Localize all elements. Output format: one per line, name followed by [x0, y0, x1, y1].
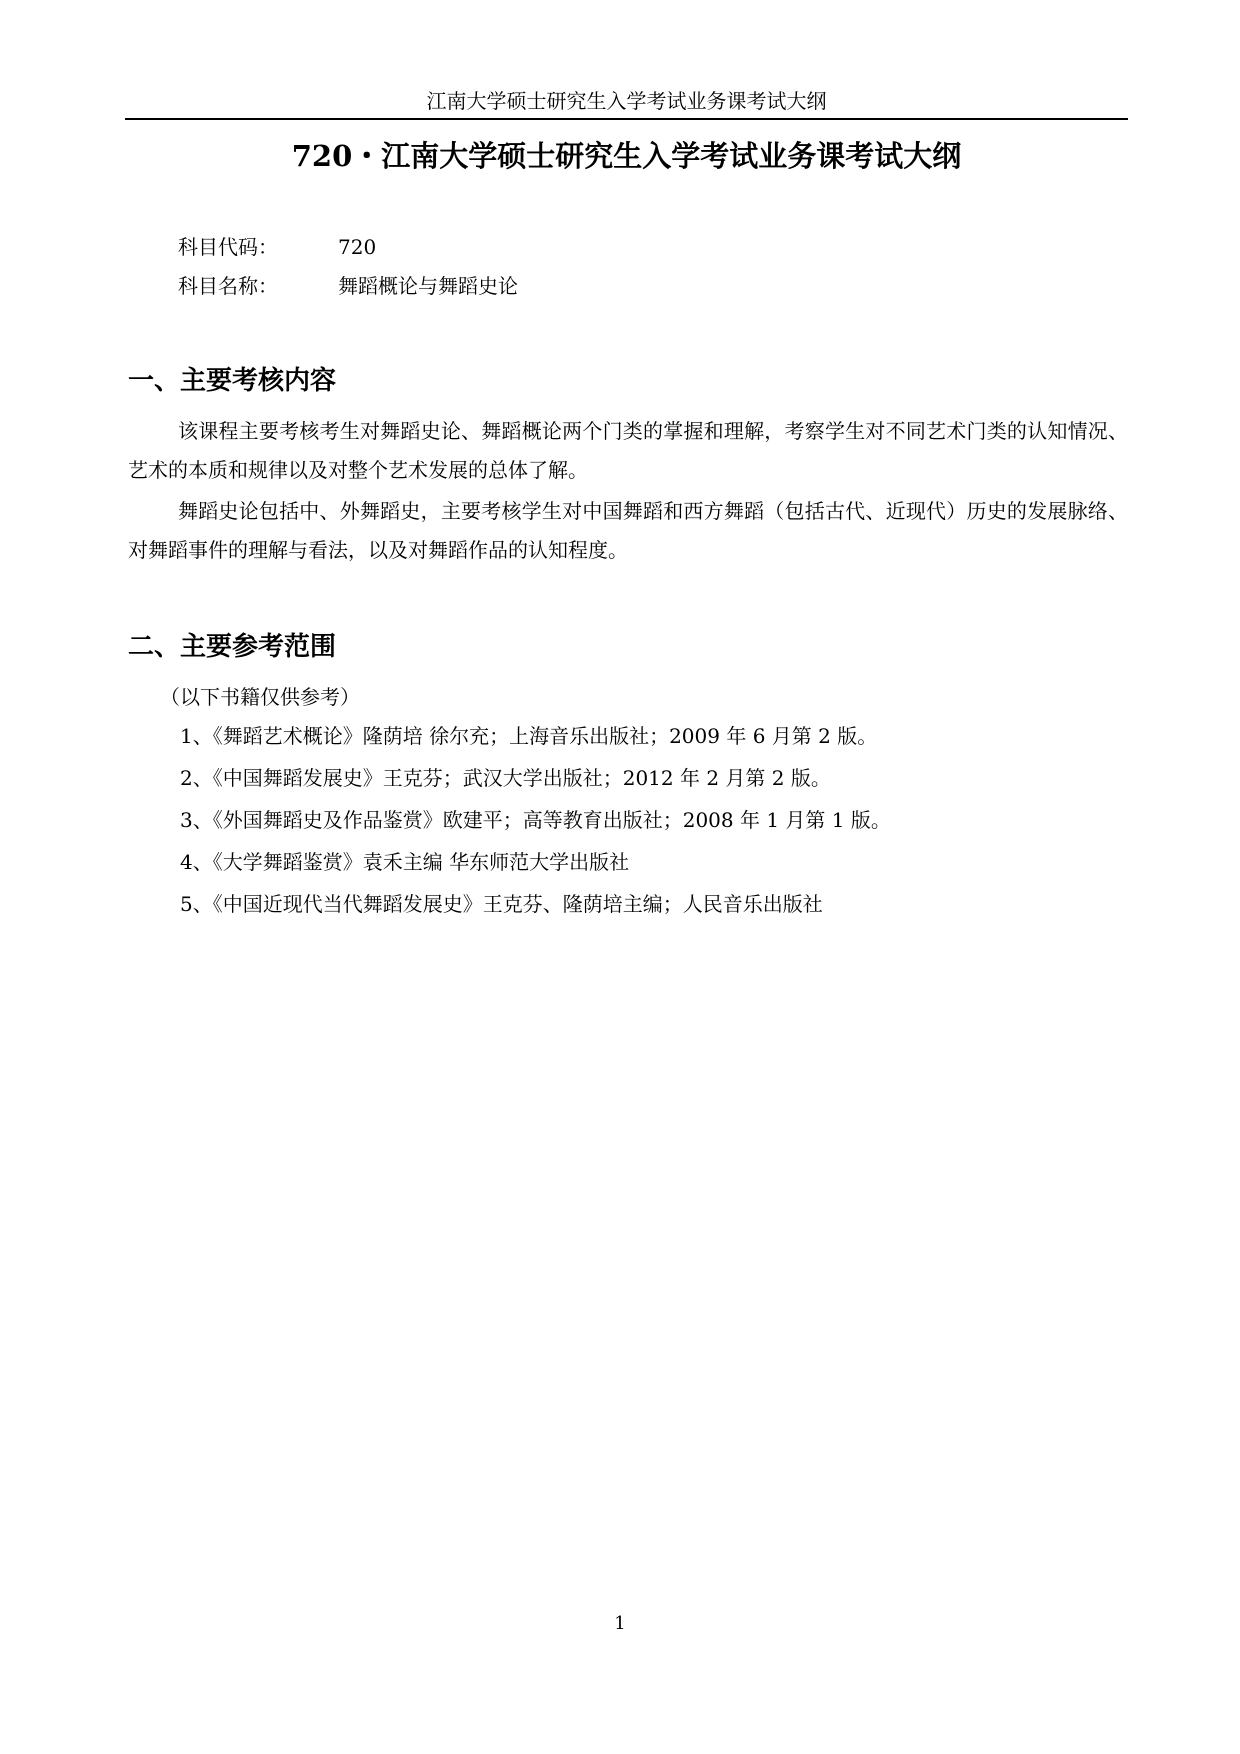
- reference-item: 4、《大学舞蹈鉴赏》袁禾主编 华东师范大学出版社: [180, 850, 630, 874]
- document-title: 720・江南大学硕士研究生入学考试业务课考试大纲: [291, 139, 962, 173]
- reference-item: 2、《中国舞蹈发展史》王克芬；武汉大学出版社；2012 年 2 月第 2 版。: [180, 766, 831, 790]
- section-paragraph: 该课程主要考核考生对舞蹈史论、舞蹈概论两个门类的掌握和理解，考察学生对不同艺术门类的认知情况、艺术的本质和规律以及对整个艺术发展的总体了解。: [128, 419, 1128, 482]
- reference-item: 3、《外国舞蹈史及作品鉴赏》欧建平；高等教育出版社；2008 年 1 月第 1 版。: [180, 808, 891, 832]
- section-heading-references: 二、主要参考范围: [128, 632, 337, 662]
- reference-item: 5、《中国近现代当代舞蹈发展史》王克芬、隆荫培主编；人民音乐出版社: [180, 892, 823, 916]
- subject-code-value: 720: [338, 235, 377, 259]
- references-note: （以下书籍仅供参考）: [160, 685, 360, 709]
- reference-item: 1、《舞蹈艺术概论》隆荫培 徐尔充；上海音乐出版社；2009 年 6 月第 2 版。: [180, 724, 878, 748]
- page-number: 1: [614, 1613, 626, 1634]
- section-paragraph: 舞蹈史论包括中、外舞蹈史，主要考核学生对中国舞蹈和西方舞蹈（包括古代、近现代）历史的发展脉络、对舞蹈事件的理解与看法，以及对舞蹈作品的认知程度。: [128, 499, 1128, 562]
- running-header: 江南大学硕士研究生入学考试业务课考试大纲: [426, 89, 827, 113]
- subject-name-row: [178, 272, 518, 300]
- section-heading-main-content: 一、主要考核内容: [128, 366, 337, 396]
- subject-code-label: 科目代码：: [178, 235, 278, 259]
- subject-name-value: 舞蹈概论与舞蹈史论: [338, 274, 518, 298]
- reference-list: [180, 722, 891, 932]
- header-divider: [125, 118, 1128, 120]
- subject-name-label: 科目名称：: [178, 274, 278, 298]
- subject-code-row: [178, 233, 376, 261]
